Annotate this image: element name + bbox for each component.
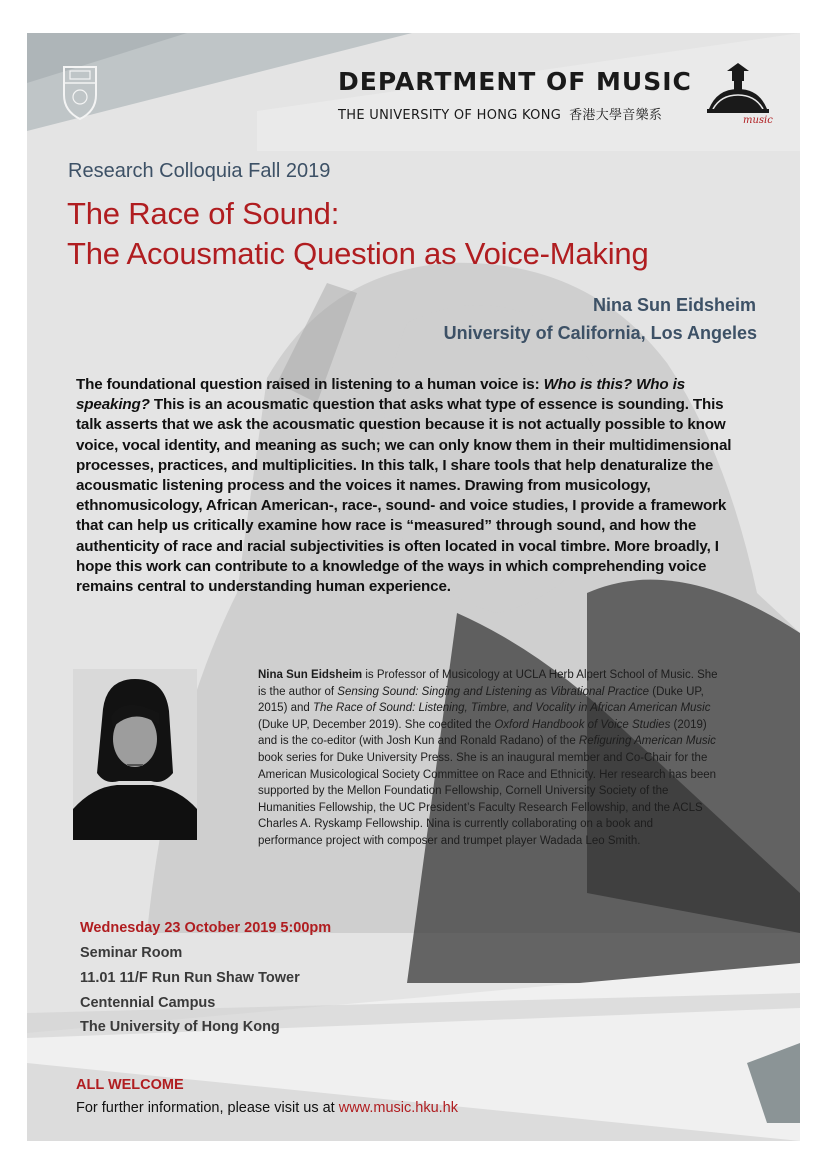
abstract-text-1: The foundational question raised in listening to a human voice is:	[76, 376, 544, 393]
university-name-zh: 香港大學音樂系	[569, 108, 663, 123]
bio-text-4: (2019) and is the co-editor (with Josh Kun and Ronald Radano) of the	[258, 718, 707, 748]
bio-book-2: The Race of Sound: Listening, Timbre, and Vocality in African American Music	[313, 702, 711, 715]
music-department-logo	[703, 63, 773, 127]
bio-text-3: (Duke UP, December 2019). She coedited the	[258, 718, 495, 731]
further-info	[76, 1100, 458, 1116]
event-building: 11.01 11/F Run Run Shaw Tower	[80, 970, 300, 986]
bio-text-1: is Professor of Musicology at UCLA Herb Alpert School of Music. She is the author of	[258, 669, 718, 698]
bio-text-2: (Duke UP, 2015) and	[258, 685, 704, 715]
event-room: Seminar Room	[80, 945, 183, 961]
website-link[interactable]: www.music.hku.hk	[338, 1100, 458, 1116]
bio-text-5: book series for Duke University Press. She is an inaugural member and Co-Chair for the American Musicological Society Committee on Race and Ethnicity. Her research has been supported by the Mellon Foundation Fellowship, Cornell University Society of the Humanities Fellowship, the UC President’s Faculty Research Fellowship, and the ACLS Charles A. Ryskamp Fellowship. Nina is currently collaborating on a book and performance project with composer and trumpet player Wadada Leo Smith.	[258, 751, 717, 847]
hku-crest-logo	[60, 61, 100, 123]
all-welcome-label: ALL WELCOME	[76, 1077, 184, 1093]
bio-name: Nina Sun Eidsheim	[258, 669, 363, 681]
event-campus: Centennial Campus	[80, 995, 216, 1011]
university-name	[338, 104, 662, 123]
bio-book-series: Refiguring American Music	[578, 735, 716, 748]
logo-word: music	[743, 115, 773, 126]
talk-title-line-2: The Acousmatic Question as Voice-Making	[67, 236, 649, 271]
poster	[27, 33, 800, 1141]
abstract-text-2: This is an acousmatic question that asks what type of essence is sounding. This talk asserts that we ask the acousmatic question because it is not actually possible to know voice, vocal identity, and meaning as such; we can only know them in their multidimensional processes, practices, and multiplicities. In this talk, I share tools that help denaturalize the acousmatic listening process and the voices it names. Drawing from musicology, ethnomusicology, African American-, race-, sound- and voice studies, I provide a framework that can help us critically examine how race is “measured” through sound, and how the authenticity of race and racial subjectivities is often located in vocal timbre. More broadly, I hope this work can contribute to a knowledge of the ways in which comprehending voice remains central to understanding human experience.	[76, 396, 732, 596]
speaker-bio	[258, 667, 718, 850]
series-title: Research Colloquia Fall 2019	[68, 160, 331, 182]
abstract-question: Who is this? Who is speaking?	[76, 376, 685, 414]
department-title: DEPARTMENT OF MUSIC	[338, 67, 692, 96]
speaker-affiliation: University of California, Los Angeles	[443, 323, 757, 343]
event-university: The University of Hong Kong	[80, 1019, 280, 1035]
bio-book-3: Oxford Handbook of Voice Studies	[494, 718, 671, 731]
university-name-en: THE UNIVERSITY OF HONG KONG	[338, 108, 562, 123]
bio-book-1: Sensing Sound: Singing and Listening as Vibrational Practice	[337, 685, 650, 698]
abstract	[76, 375, 752, 597]
talk-title-line-1: The Race of Sound:	[67, 196, 340, 231]
speaker-name: Nina Sun Eidsheim	[592, 295, 756, 315]
event-datetime: Wednesday 23 October 2019 5:00pm	[80, 920, 332, 936]
further-info-text: For further information, please visit us at	[76, 1100, 339, 1116]
speaker-photo	[73, 669, 197, 840]
